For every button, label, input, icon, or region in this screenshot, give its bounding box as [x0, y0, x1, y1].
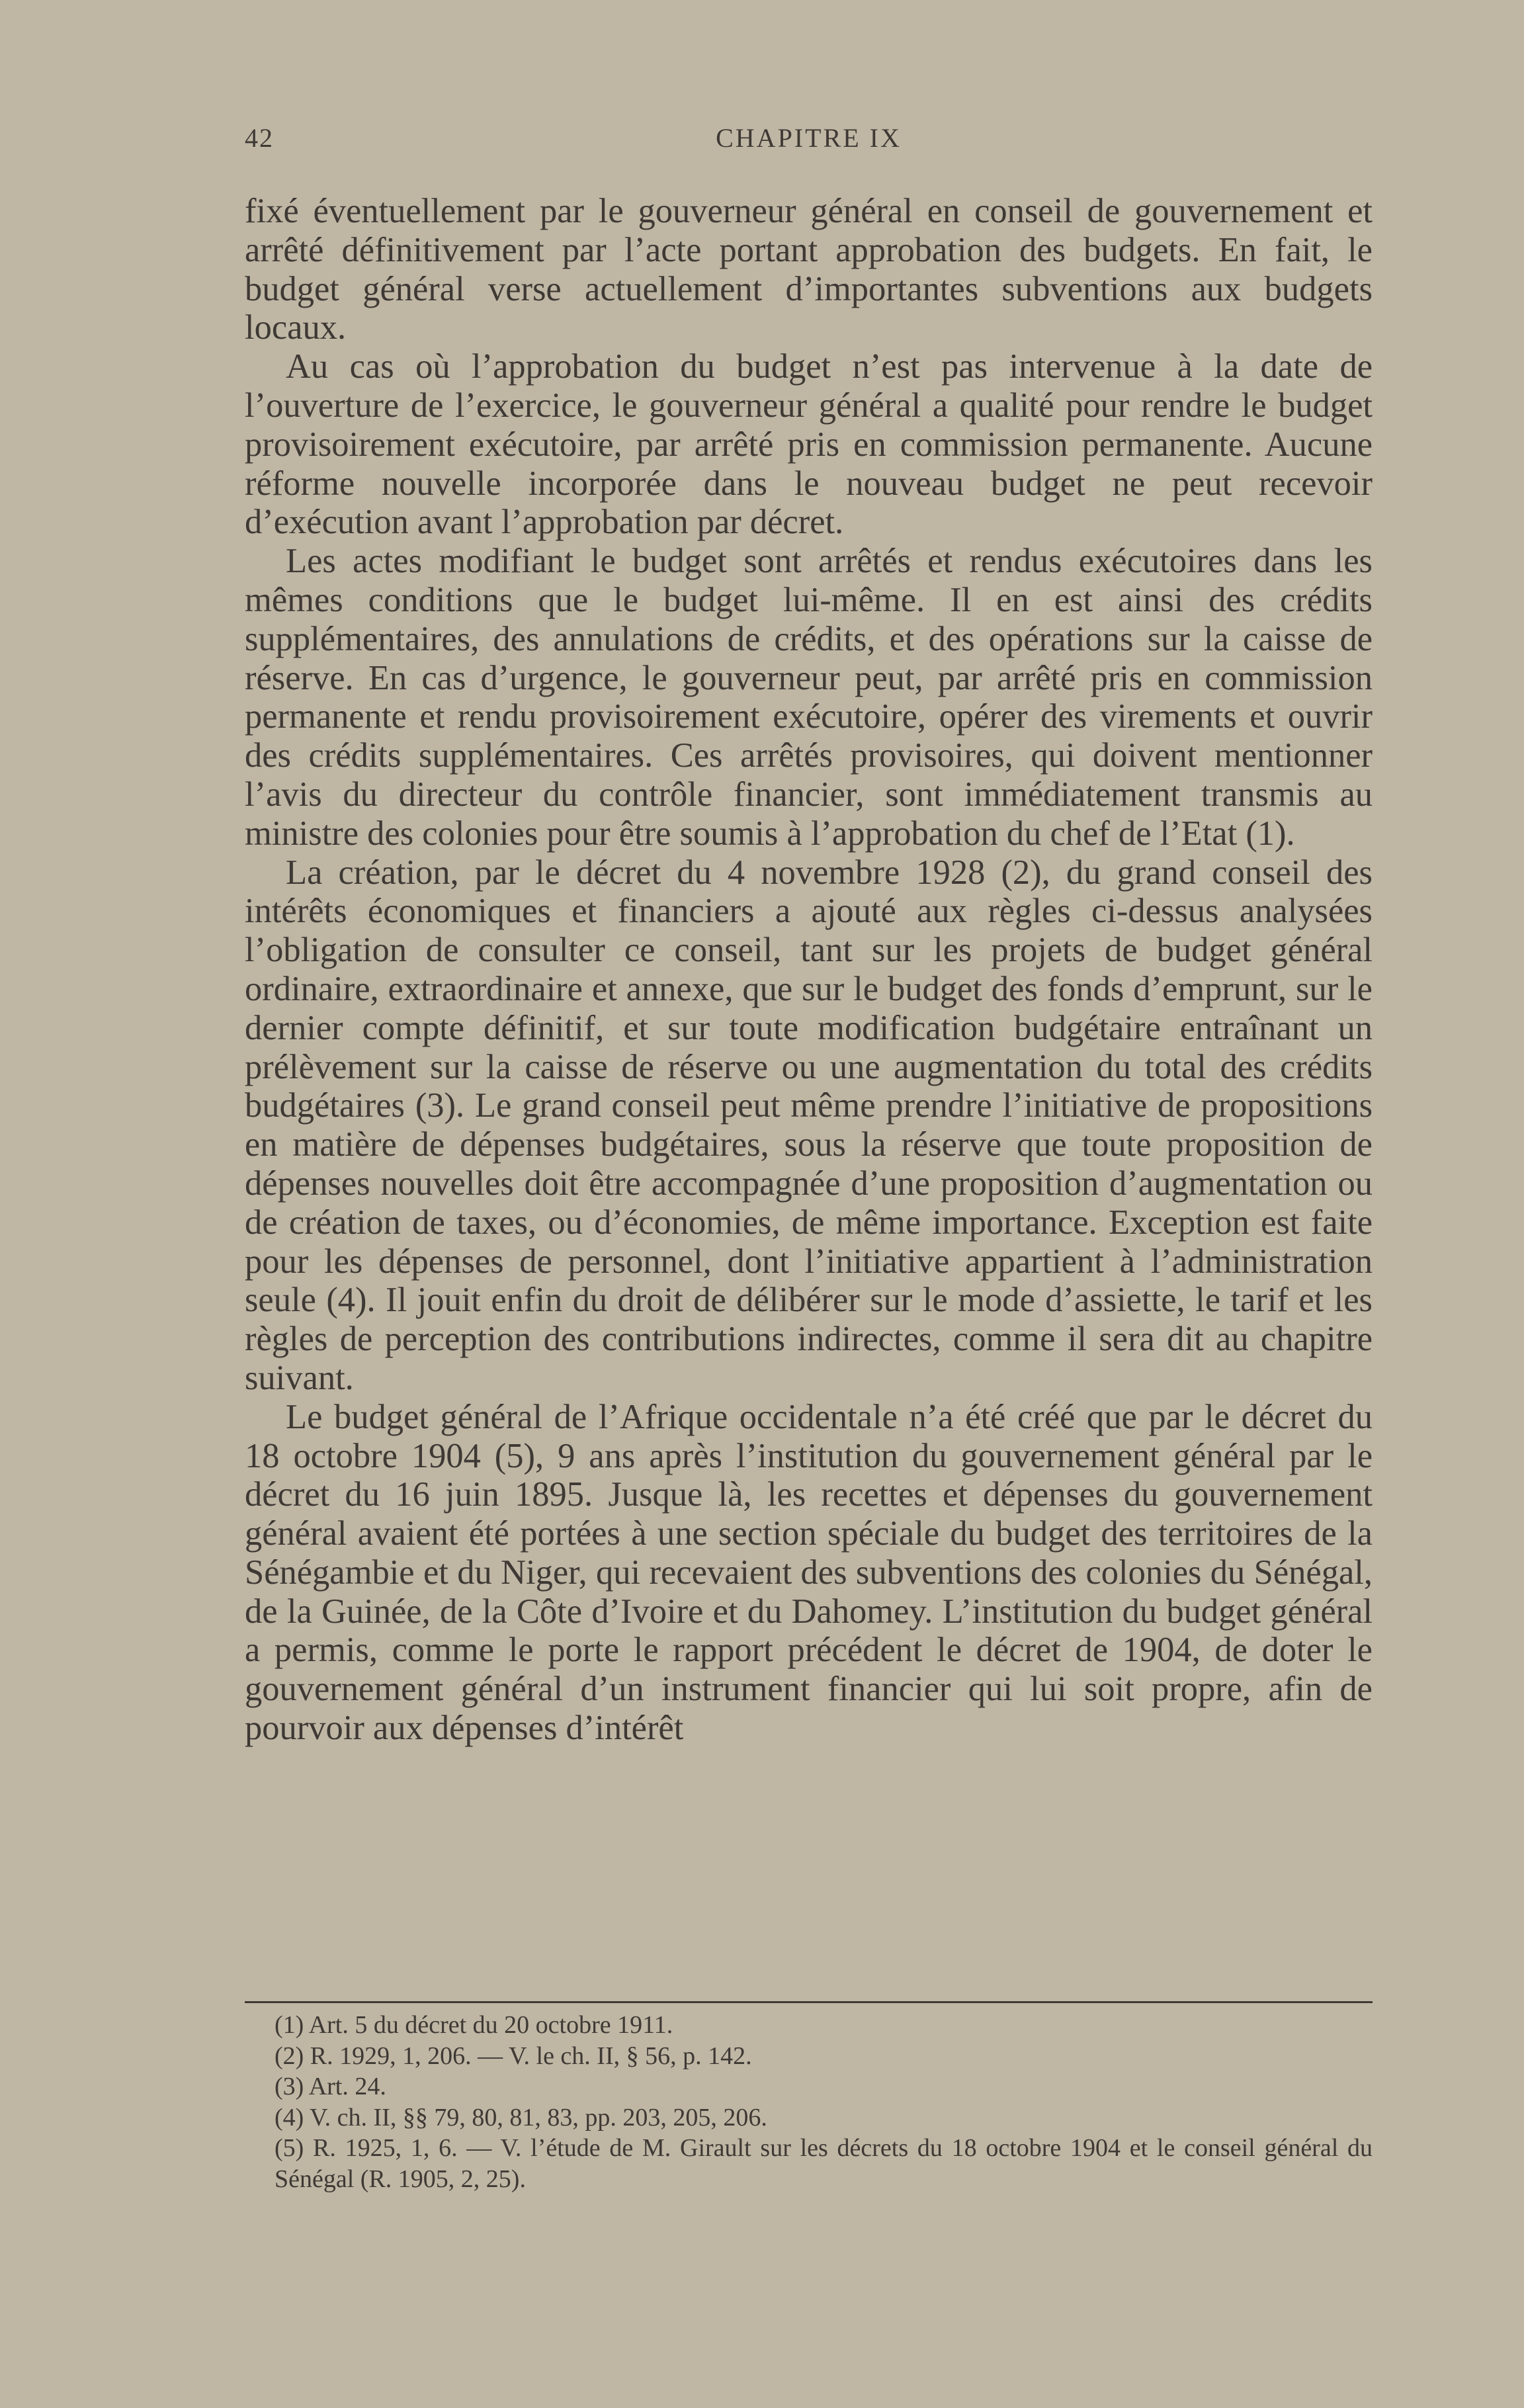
page-number: 42 [245, 123, 274, 153]
paragraph: Les actes modifiant le budget sont arrêtés et rendus exécutoires dans les mêmes conditions que le budget lui-même. Il en est ainsi des crédits supplémentaires, des annulations de crédits, et des opérations sur la caisse de réserve. En cas d’urgence, le gouverneur peut, par arrêté pris en commission permanente et rendu provisoirement exécutoire, opérer des virements et ouvrir des crédits supplémentaires. Ces arrêtés provisoires, qui doivent mentionner l’avis du directeur du contrôle financier, sont immédiatement transmis au ministre des colonies pour être soumis à l’approbation du chef de l’Etat (1). [245, 542, 1373, 853]
paragraph: fixé éventuellement par le gouverneur général en conseil de gouvernement et arrêté définitivement par l’acte portant approbation des budgets. En fait, le budget général verse actuellement d’importantes subventions aux budgets locaux. [245, 192, 1373, 347]
footnote: (5) R. 1925, 1, 6. — V. l’étude de M. Girault sur les décrets du 18 octobre 1904 et le conseil général du Sénégal (R. 1905, 2, 25). [275, 2134, 1373, 2193]
paragraph: La création, par le décret du 4 novembre 1928 (2), du grand conseil des intérêts économiques et financiers a ajouté aux règles ci-dessus analysées l’obligation de consulter ce conseil, tant sur les projets de budget général ordinaire, extraordinaire et annexe, que sur le budget des fonds d’emprunt, sur le dernier compte définitif, et sur toute modification budgétaire entraînant un prélèvement sur la caisse de réserve ou une augmentation du total des crédits budgétaires (3). Le grand conseil peut même prendre l’initiative de propositions en matière de dépenses budgétaires, sous la réserve que toute proposition de dépenses nouvelles doit être accompagnée d’une proposition d’augmentation ou de création de taxes, ou d’économies, de même importance. Exception est faite pour les dépenses de personnel, dont l’initiative appartient à l’administration seule (4). Il jouit enfin du droit de délibérer sur le mode d’assiette, le tarif et les règles de perception des contributions indirectes, comme il sera dit au chapitre suivant. [245, 853, 1373, 1397]
footnote: (1) Art. 5 du décret du 20 octobre 1911. [275, 2011, 673, 2039]
body-text [245, 192, 1373, 1748]
paragraph: Le budget général de l’Afrique occidentale n’a été créé que par le décret du 18 octobre 1904 (5), 9 ans après l’institution du gouvernement général par le décret du 16 juin 1895. Jusque là, les recettes et dépenses du gouvernement général avaient été portées à une section spéciale du budget des territoires de la Sénégambie et du Niger, qui recevaient des subventions des colonies du Sénégal, de la Guinée, de la Côte d’Ivoire et du Dahomey. L’institution du budget général a permis, comme le porte le rapport précédent le décret de 1904, de doter le gouvernement général d’un instrument financier qui lui soit propre, afin de pourvoir aux dépenses d’intérêt [245, 1397, 1373, 1748]
page-header [245, 122, 1373, 155]
paragraph: Au cas où l’approbation du budget n’est pas intervenue à la date de l’ouverture de l’exercice, le gouverneur général a qualité pour rendre le budget provisoirement exécutoire, par arrêté pris en commission permanente. Aucune réforme nouvelle incorporée dans le nouveau budget ne peut recevoir d’exécution avant l’approbation par décret. [245, 347, 1373, 542]
footnote: (2) R. 1929, 1, 206. — V. le ch. II, § 56, p. 142. [275, 2042, 752, 2070]
footnote: (4) V. ch. II, §§ 79, 80, 81, 83, pp. 203, 205, 206. [275, 2103, 767, 2131]
footnote-divider [245, 2001, 1373, 2003]
footnotes [245, 2010, 1373, 2194]
footnote: (3) Art. 24. [275, 2073, 386, 2100]
running-head: CHAPITRE IX [716, 123, 902, 153]
